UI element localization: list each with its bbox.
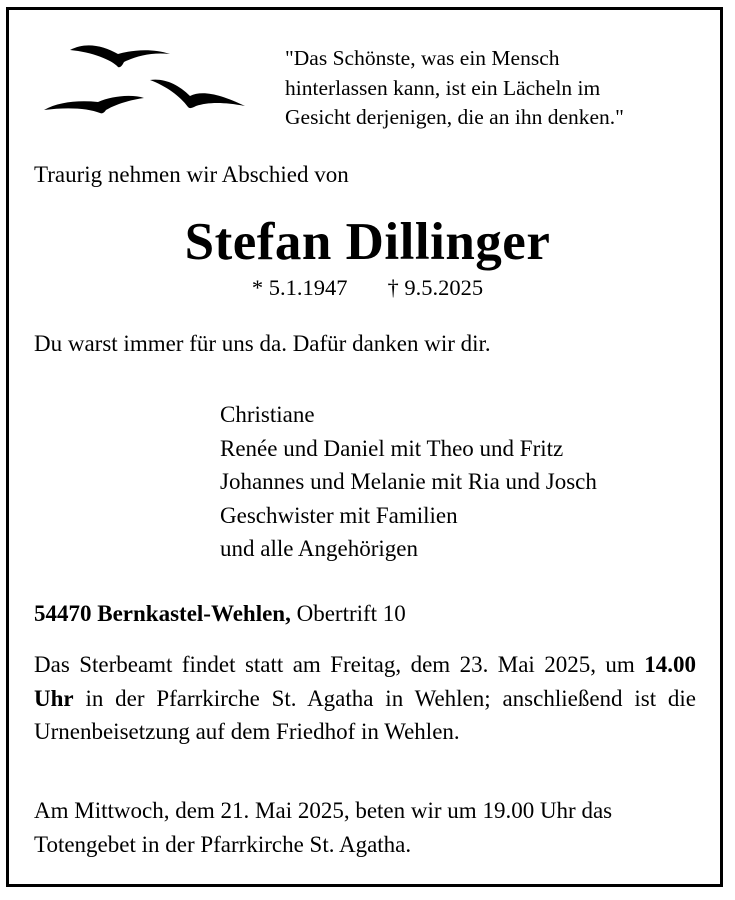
service-time: 14.00 Uhr [34,652,696,711]
life-dates [0,275,735,301]
service-text [34,648,696,749]
family-member: Christiane [220,402,315,427]
quote-line: hinterlassen kann, ist ein Lächeln im [285,75,601,100]
address [34,601,406,627]
family-member: Geschwister mit Familien [220,502,458,528]
family-list [220,398,597,566]
family-member: Renée und Daniel mit Theo und Fritz [220,435,564,461]
deceased-name: Stefan Dillinger [184,213,551,271]
thanks-text: Du warst immer für uns da. Dafür danken wir dir. [34,331,491,356]
death-date: † 9.5.2025 [387,275,484,300]
birds-icon [40,40,255,125]
service-after: in der Pfarrkirche St. Agatha in Wehlen; anschließend ist die Urnenbeisetzung auf dem Friedhof in Wehlen. [34,685,696,744]
birth-date: * 5.1.1947 [251,275,348,300]
address-street: Obertrift 10 [290,601,406,626]
prayer-text: Am Mittwoch, dem 21. Mai 2025, beten wir um 19.00 Uhr das Totengebet in der Pfarrkirche St. Agatha. [34,798,613,857]
family-member: und alle Angehörigen [220,536,419,561]
address-place: 54470 Bernkastel-Wehlen, [34,601,291,626]
intro-text: Traurig nehmen wir Abschied von [34,162,349,187]
quote-line: Gesicht derjenigen, die an ihn denken." [285,105,624,129]
quote [285,44,624,133]
quote-line: "Das Schönste, was ein Mensch [285,46,560,70]
service-before: Das Sterbeamt findet statt am Freitag, dem 23. Mai 2025, um [34,652,645,677]
family-member: Johannes und Melanie mit Ria und Josch [220,469,597,494]
